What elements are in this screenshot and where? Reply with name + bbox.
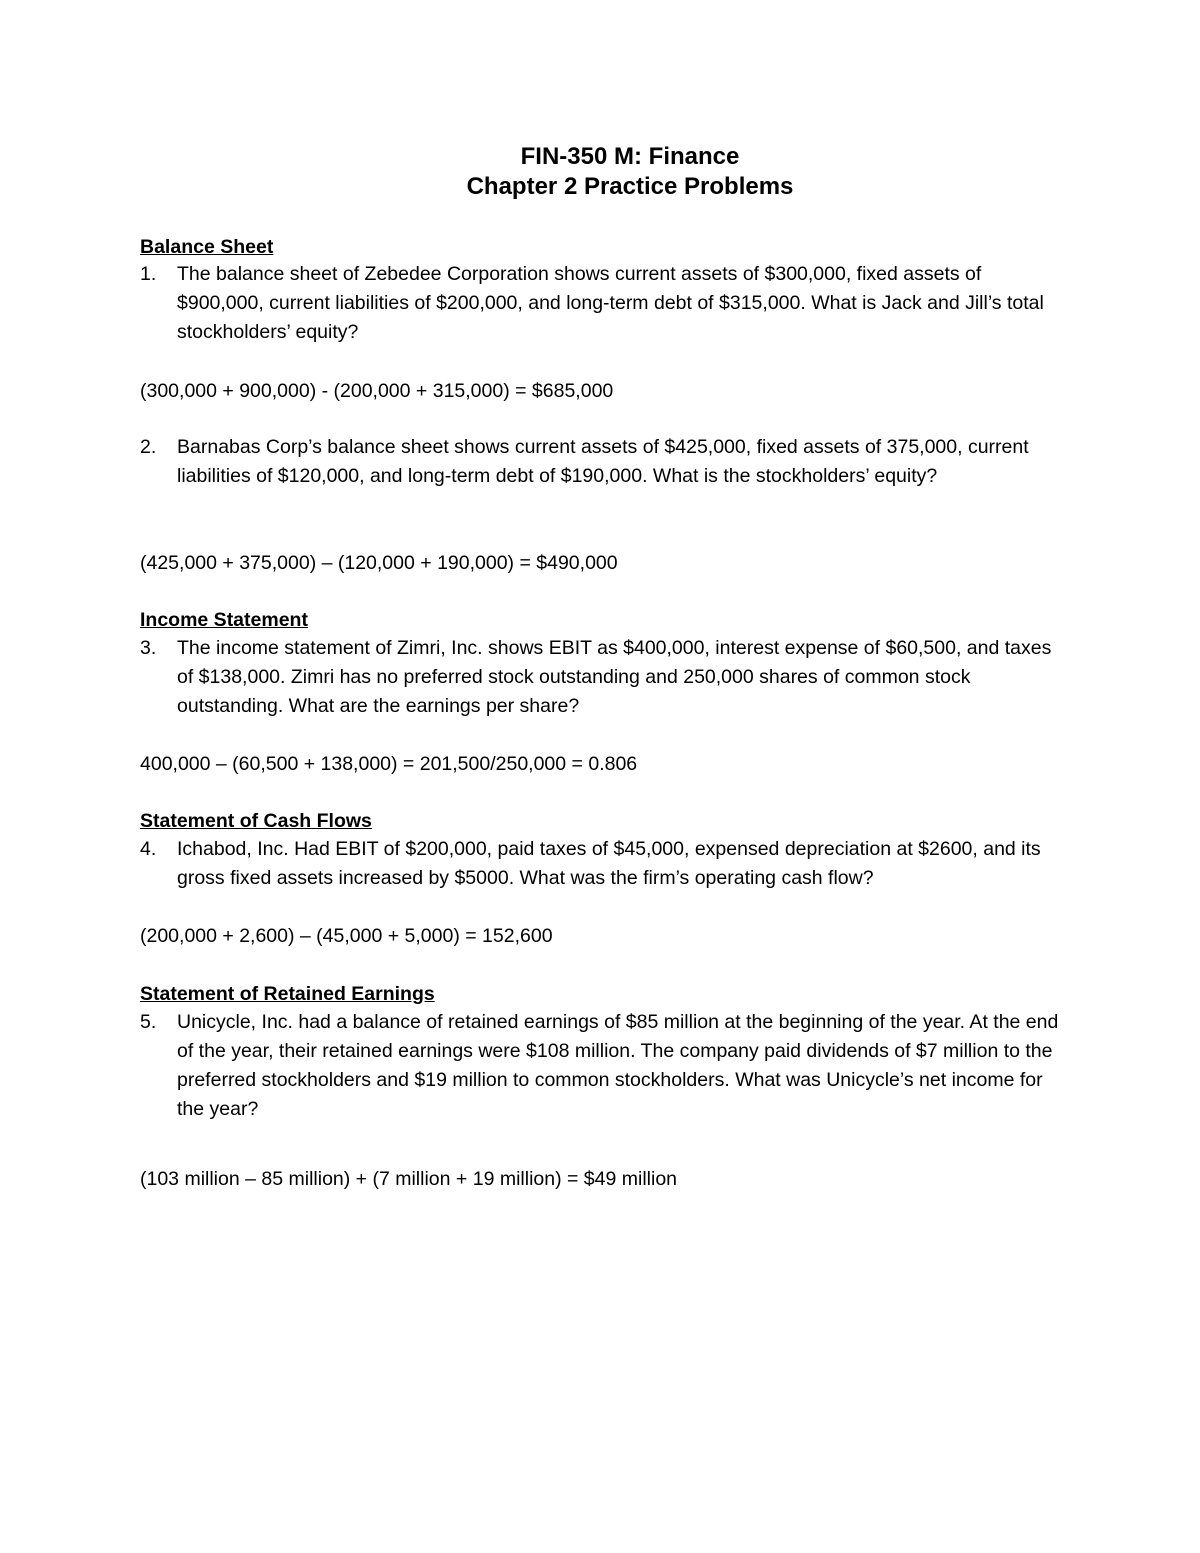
title-line-chapter: Chapter 2 Practice Problems (466, 173, 794, 200)
problem-3 (140, 634, 1070, 721)
section-heading-cash-flows: Statement of Cash Flows (140, 810, 372, 832)
answer-4: (200,000 + 2,600) – (45,000 + 5,000) = 152,600 (140, 925, 553, 947)
answer-1: (300,000 + 900,000) - (200,000 + 315,000) = $685,000 (140, 380, 614, 402)
answer-3: 400,000 – (60,500 + 138,000) = 201,500/250,000 = 0.806 (140, 753, 638, 775)
problem-number: 5. (140, 1011, 157, 1033)
problem-4 (140, 835, 1070, 893)
title-line-course: FIN-350 M: Finance (520, 143, 740, 170)
section-heading-retained-earnings: Statement of Retained Earnings (140, 983, 435, 1005)
problem-number: 2. (140, 436, 157, 458)
problem-number: 3. (140, 637, 157, 659)
problem-text: The balance sheet of Zebedee Corporation shows current assets of $300,000, fixed assets of $900,000, current liabilities of $200,000, and long-term debt of $315,000. What is Jack and Jill’s total stockholders’ equity? (177, 263, 1044, 343)
problem-text: Unicycle, Inc. had a balance of retained earnings of $85 million at the beginning of the year. At the end of the year, their retained earnings were $108 million. The company paid dividends of $7 million to the preferred stockholders and $19 million to common stockholders. What was Unicycle’s net income for the year? (177, 1011, 1059, 1120)
problem-5 (140, 1008, 1070, 1124)
problem-2 (140, 433, 1070, 491)
section-heading-income-statement: Income Statement (140, 609, 308, 631)
problem-number: 1. (140, 263, 157, 285)
section-heading-balance-sheet: Balance Sheet (140, 236, 274, 258)
problem-number: 4. (140, 838, 157, 860)
problem-text: Barnabas Corp’s balance sheet shows current assets of $425,000, fixed assets of 375,000, current liabilities of $120,000, and long-term debt of $190,000. What is the stockholders’ equity? (177, 436, 1029, 487)
problem-text: The income statement of Zimri, Inc. shows EBIT as $400,000, interest expense of $60,500, and taxes of $138,000. Zimri has no preferred stock outstanding and 250,000 shares of common stock outstanding. What are the earnings per share? (177, 637, 1052, 717)
answer-5: (103 million – 85 million) + (7 million + 19 million) = $49 million (140, 1168, 678, 1190)
answer-2: (425,000 + 375,000) – (120,000 + 190,000) = $490,000 (140, 552, 618, 574)
problem-1 (140, 260, 1070, 347)
document-title (0, 142, 1200, 202)
problem-text: Ichabod, Inc. Had EBIT of $200,000, paid taxes of $45,000, expensed depreciation at $2600, and its gross fixed assets increased by $5000. What was the firm’s operating cash flow? (177, 838, 1041, 889)
